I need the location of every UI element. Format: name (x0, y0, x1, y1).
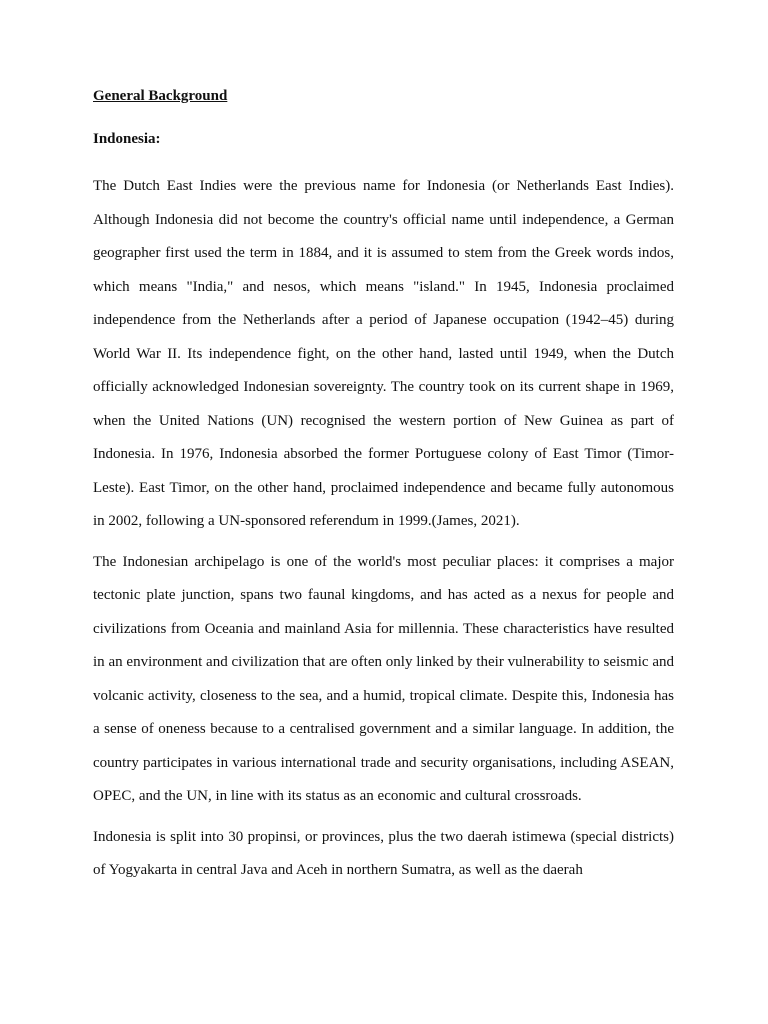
paragraph-history: The Dutch East Indies were the previous name for Indonesia (or Netherlands East Indies). Although Indonesia did not become the country's official name until independence, a German geographer first used the term in 1884, and it is assumed to stem from the Greek words indos, which means "India," and nesos, which means "island." In 1945, Indonesia proclaimed independence from the Netherlands after a period of Japanese occupation (1942–45) during World War II. Its independence fight, on the other hand, lasted until 1949, when the Dutch officially acknowledged Indonesian sovereignty. The country took on its current shape in 1969, when the United Nations (UN) recognised the western portion of New Guinea as part of Indonesia. In 1976, Indonesia absorbed the former Portuguese colony of East Timor (Timor-Leste). East Timor, on the other hand, proclaimed independence and became fully autonomous in 2002, following a UN-sponsored referendum in 1999.(James, 2021). (93, 178, 674, 529)
paragraph-geography: The Indonesian archipelago is one of the world's most peculiar places: it comprises a major tectonic plate junction, spans two faunal kingdoms, and has acted as a nexus for people and civilizations from Oceania and mainland Asia for millennia. These characteristics have resulted in an environment and civilization that are often only linked by their vulnerability to seismic and volcanic activity, closeness to the sea, and a humid, tropical climate. Despite this, Indonesia has a sense of oneness because to a centralised government and a similar language. In addition, the country participates in various international trade and security organisations, including ASEAN, OPEC, and the UN, in line with its status as an economic and cultural crossroads. (93, 553, 674, 804)
document-body (93, 84, 674, 888)
subsection-heading: Indonesia: (93, 131, 161, 147)
paragraph-provinces: Indonesia is split into 30 propinsi, or provinces, plus the two daerah istimewa (special districts) of Yogyakarta in central Java and Aceh in northern Sumatra, as well as the daerah (93, 828, 674, 878)
section-heading: General Background (93, 88, 228, 104)
